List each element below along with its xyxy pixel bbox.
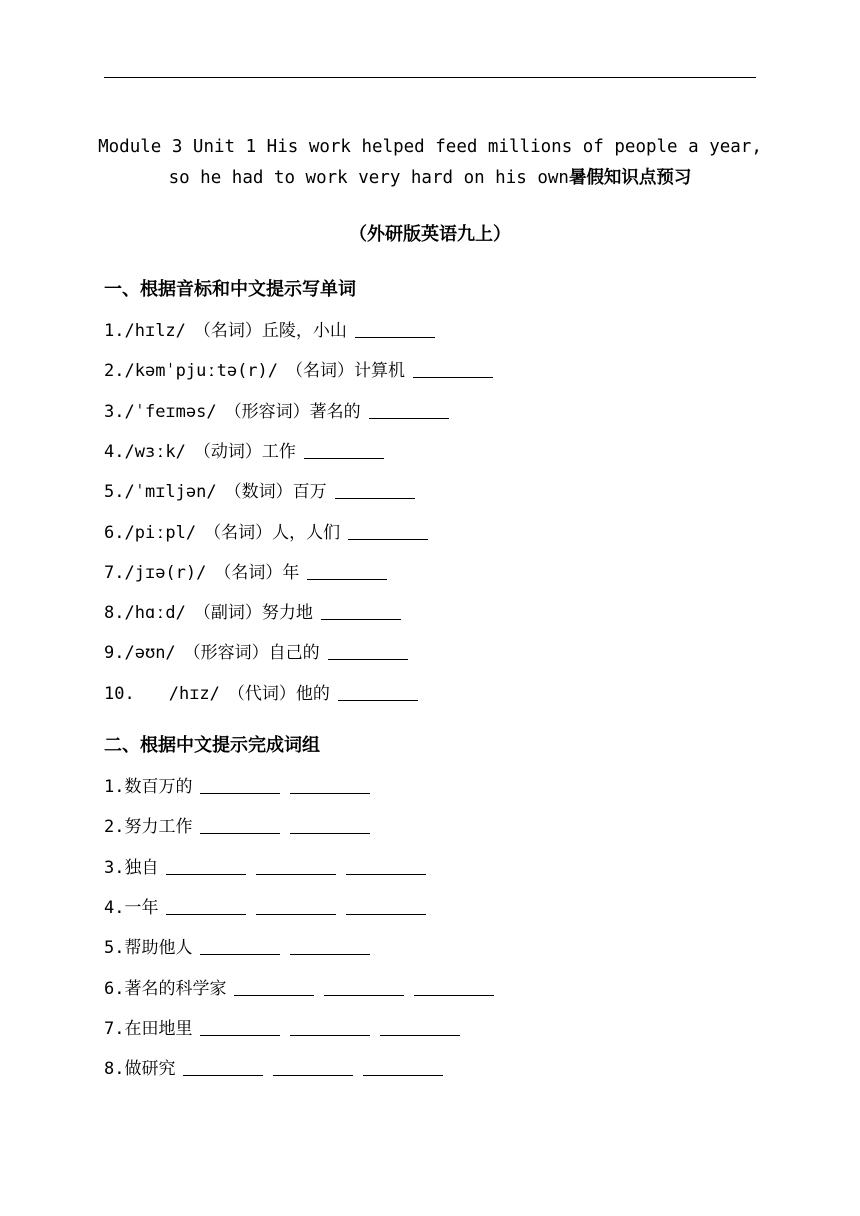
phonetic-text: /kəmˈpjuːtə(r)/: [124, 361, 279, 381]
chinese-prompt: 做研究: [124, 1059, 176, 1079]
answer-blank[interactable]: [348, 521, 428, 540]
answer-blank[interactable]: [183, 1057, 263, 1076]
answer-blank[interactable]: [380, 1017, 460, 1036]
answer-blank[interactable]: [290, 775, 370, 794]
answer-blank[interactable]: [304, 440, 384, 459]
phonetic-text: /hɑːd/: [124, 603, 186, 623]
item-number: 1.: [104, 321, 125, 341]
chinese-meaning: 自己的: [268, 643, 320, 663]
item-number: 8.: [104, 603, 125, 623]
phonetic-text: /ˈmɪljən/: [124, 482, 217, 502]
section-1-item: [104, 520, 428, 546]
section-2-heading: 二、根据中文提示完成词组: [104, 735, 320, 756]
answer-blank[interactable]: [200, 1017, 280, 1036]
part-of-speech: （数词）: [224, 482, 293, 502]
answer-blank[interactable]: [200, 775, 280, 794]
answer-blank[interactable]: [290, 1017, 370, 1036]
part-of-speech: （副词）: [193, 603, 262, 623]
item-number: 5.: [104, 938, 125, 958]
item-number: 8.: [104, 1059, 125, 1079]
chinese-meaning: 人，人们: [272, 523, 341, 543]
phonetic-text: /əʊn/: [124, 643, 176, 663]
part-of-speech: （名词）: [286, 361, 355, 381]
section-2-item: [104, 976, 494, 1002]
chinese-prompt: 努力工作: [124, 817, 193, 837]
header-rule: [104, 77, 756, 78]
section-1-item: [104, 399, 449, 425]
section-2-item: [104, 935, 370, 961]
answer-blank[interactable]: [166, 896, 246, 915]
chinese-prompt: 数百万的: [124, 777, 193, 797]
section-1-item: [104, 439, 384, 465]
item-number: 2.: [104, 361, 125, 381]
answer-blank[interactable]: [166, 856, 246, 875]
answer-blank[interactable]: [290, 936, 370, 955]
phonetic-text: /wɜːk/: [124, 442, 186, 462]
answer-blank[interactable]: [324, 977, 404, 996]
section-1-item: [104, 358, 493, 384]
section-2-item: [104, 855, 426, 881]
item-number: 7.: [104, 1019, 125, 1039]
title-line-2-latin: so he had to work very hard on his own: [168, 168, 569, 188]
part-of-speech: （名词）: [193, 321, 262, 341]
answer-blank[interactable]: [346, 896, 426, 915]
item-number: 9.: [104, 643, 125, 663]
section-2-item: [104, 1056, 443, 1082]
title-line-2: [80, 163, 780, 194]
item-number: 5.: [104, 482, 125, 502]
section-1-item: [104, 560, 387, 586]
answer-blank[interactable]: [328, 641, 408, 660]
answer-blank[interactable]: [290, 815, 370, 834]
answer-blank[interactable]: [355, 319, 435, 338]
chinese-meaning: 努力地: [261, 603, 313, 623]
item-number: 10.: [104, 684, 135, 704]
answer-blank[interactable]: [413, 359, 493, 378]
answer-blank[interactable]: [414, 977, 494, 996]
answer-blank[interactable]: [200, 936, 280, 955]
phonetic-text: /jɪə(r)/: [124, 563, 207, 583]
item-number: 3.: [104, 402, 125, 422]
part-of-speech: （名词）: [214, 563, 283, 583]
answer-blank[interactable]: [256, 896, 336, 915]
part-of-speech: （代词）: [227, 684, 296, 704]
item-number: 1.: [104, 777, 125, 797]
item-number: 4.: [104, 442, 125, 462]
chinese-prompt: 著名的科学家: [124, 979, 227, 999]
part-of-speech: （名词）: [204, 523, 273, 543]
chinese-meaning: 百万: [292, 482, 327, 502]
part-of-speech: （形容词）: [224, 402, 310, 422]
item-number: 7.: [104, 563, 125, 583]
answer-blank[interactable]: [273, 1057, 353, 1076]
answer-blank[interactable]: [335, 480, 415, 499]
answer-blank[interactable]: [346, 856, 426, 875]
section-2-item: [104, 814, 370, 840]
title-line-1: Module 3 Unit 1 His work helped feed millions of people a year,: [98, 137, 762, 157]
section-2-item: [104, 1016, 460, 1042]
chinese-prompt: 一年: [124, 898, 159, 918]
phonetic-text: /piːpl/: [124, 523, 197, 543]
section-1-item: [104, 318, 435, 344]
section-1-item: [104, 681, 418, 707]
document-subtitle: （外研版英语九上）: [349, 224, 511, 245]
section-2-item: [104, 774, 370, 800]
chinese-meaning: 计算机: [354, 361, 406, 381]
answer-blank[interactable]: [234, 977, 314, 996]
phonetic-text: /ˈfeɪməs/: [124, 402, 217, 422]
part-of-speech: （形容词）: [183, 643, 269, 663]
item-number: 6.: [104, 979, 125, 999]
chinese-prompt: 帮助他人: [124, 938, 193, 958]
answer-blank[interactable]: [369, 400, 449, 419]
answer-blank[interactable]: [200, 815, 280, 834]
chinese-prompt: 独自: [124, 858, 159, 878]
section-1-item: [104, 479, 415, 505]
document-title: [80, 132, 780, 194]
section-2-item: [104, 895, 426, 921]
answer-blank[interactable]: [307, 561, 387, 580]
item-number: 2.: [104, 817, 125, 837]
chinese-meaning: 他的: [295, 684, 330, 704]
section-1-heading: 一、根据音标和中文提示写单词: [104, 279, 356, 300]
answer-blank[interactable]: [363, 1057, 443, 1076]
chinese-meaning: 丘陵，小山: [261, 321, 347, 341]
answer-blank[interactable]: [256, 856, 336, 875]
answer-blank[interactable]: [338, 682, 418, 701]
item-number: 6.: [104, 523, 125, 543]
chinese-meaning: 工作: [261, 442, 296, 462]
section-1-item: [104, 600, 401, 626]
chinese-meaning: 年: [282, 563, 300, 583]
phonetic-text: /hɪz/: [168, 684, 220, 704]
phonetic-text: /hɪlz/: [124, 321, 186, 341]
item-number: 3.: [104, 858, 125, 878]
item-number: 4.: [104, 898, 125, 918]
chinese-meaning: 著名的: [309, 402, 361, 422]
title-line-2-cjk: 暑假知识点预习: [568, 168, 692, 188]
section-1-item: [104, 640, 408, 666]
answer-blank[interactable]: [321, 601, 401, 620]
chinese-prompt: 在田地里: [124, 1019, 193, 1039]
part-of-speech: （动词）: [193, 442, 262, 462]
